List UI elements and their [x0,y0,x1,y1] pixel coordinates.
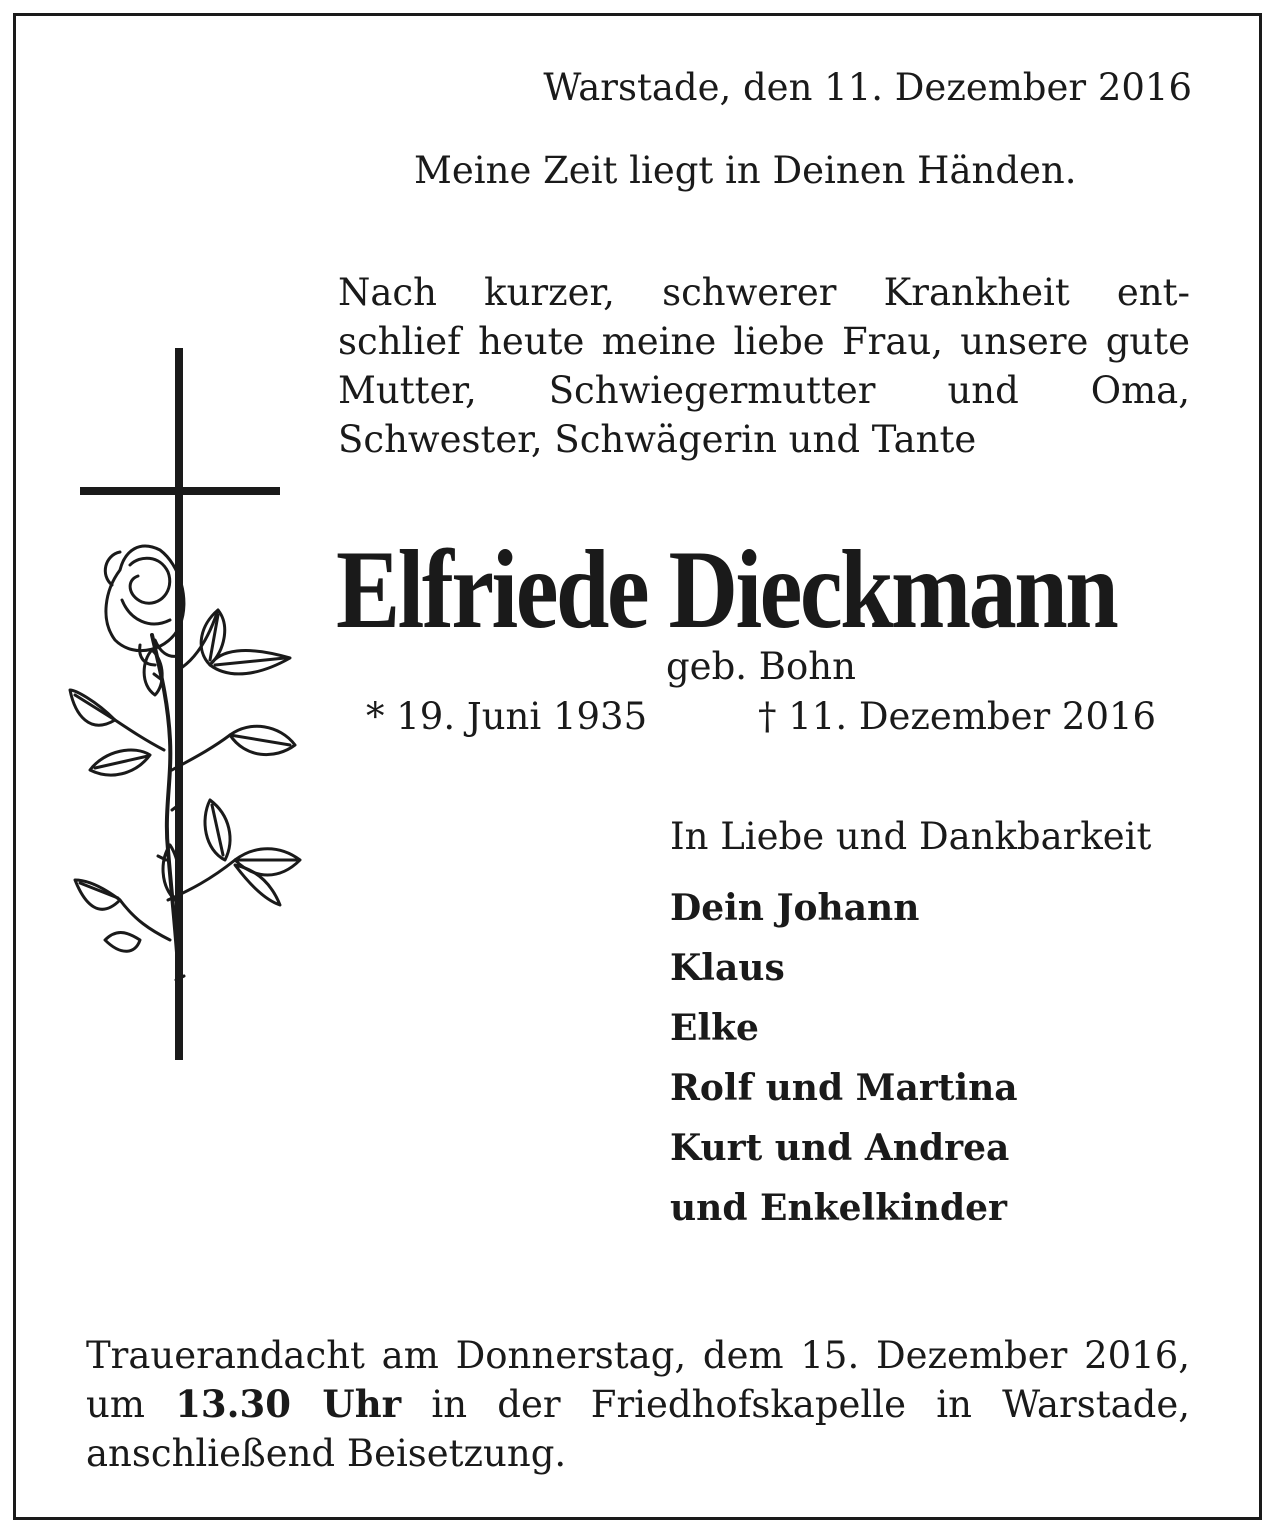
place-date: Warstade, den 11. Dezember 2016 [543,66,1192,109]
mourner-name: Rolf und Martina [670,1067,1018,1109]
intro-line: Nach kurzer, schwerer Krankheit ent- [338,271,1190,314]
deceased-name: Elfriede Dieckmann [336,528,1117,652]
death-date: † 11. Dezember 2016 [758,695,1157,738]
born-name: geb. Bohn [666,645,856,688]
mourner-name: Kurt und Andrea [670,1127,1010,1169]
mourner-name: Klaus [670,947,785,989]
service-line [86,1380,1190,1429]
intro-text [338,268,1190,464]
mourner-name: Dein Johann [670,887,920,929]
service-line: anschließend Beisetzung. [86,1432,567,1475]
intro-line: Schwester, Schwägerin und Tante [338,418,977,461]
intro-line: Mutter, Schwiegermutter und Oma, [338,369,1190,412]
intro-line: schlief heute meine liebe Frau, unsere gute [338,320,1190,363]
service-post: in der Friedhofskapelle in Warstade, [431,1383,1190,1426]
mourners-list [670,884,1018,1244]
service-info [86,1331,1190,1478]
cross-with-rose-icon [60,340,310,1070]
birth-date: * 19. Juni 1935 [366,695,648,738]
service-pre: um [86,1383,145,1426]
service-line: Trauerandacht am Donnerstag, dem 15. Dezember 2016, [86,1334,1190,1377]
service-time: 13.30 Uhr [175,1382,402,1426]
thanks-line: In Liebe und Dankbarkeit [670,815,1152,858]
motto: Meine Zeit liegt in Deinen Händen. [414,149,1077,192]
mourner-name: und Enkelkinder [670,1187,1008,1229]
mourner-name: Elke [670,1007,759,1049]
